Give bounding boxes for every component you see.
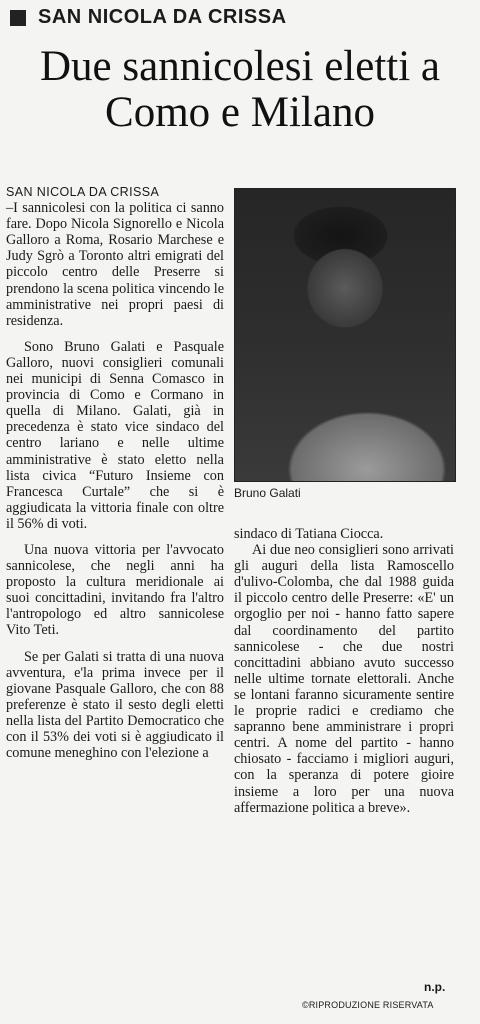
article-paragraph: Se per Galati si tratta di una nuova avventura, e'la prima invece per il giovane Pasquale Galloro, che con 88 preferenze è stato il sesto degli eletti nella lista del Partito Democratico che con il 53% dei voti si è aggiudicato il comune meneghino con l'elezione a [6, 648, 224, 762]
article-paragraph: sindaco di Tatiana Ciocca. [234, 526, 384, 542]
article-paragraph: –I sannicolesi con la politica ci sanno fare. Dopo Nicola Signorello e Nicola Galloro a Roma, Rosario Marchese e Judy Sgrò a Toronto altri emigrati del piccolo centro delle Preserre si prendono la scena politica vincendo le amministrative nei propri paesi di residenza. [6, 200, 224, 329]
copyright-notice: ©RIPRODUZIONE RISERVATA [302, 1000, 434, 1010]
headline: Due sannicolesi eletti a Como e Milano [40, 43, 440, 136]
kicker-text: SAN NICOLA DA CRISSA [38, 6, 287, 28]
photo-caption: Bruno Galati [234, 486, 301, 500]
article-paragraph: Una nuova vittoria per l'avvocato sannicolese, che negli anni ha proposto la cultura meridionale ai suoi concittadini, invitando fra l'altro l'antropologo ed altro sannicolese Vito Teti. [6, 541, 224, 639]
article-column-2 [234, 526, 454, 816]
dateline: SAN NICOLA DA CRISSA [6, 185, 160, 199]
kicker-square-icon [10, 10, 26, 26]
article-column-1 [6, 184, 224, 761]
author-signature: n.p. [424, 980, 446, 994]
portrait-photo [234, 188, 456, 482]
article-paragraph: Ai due neo consiglieri sono arrivati gli auguri della lista Ramoscello d'ulivo-Colomba, che dal 1988 guida il piccolo centro delle Preserre: «E' un orgoglio per noi - hanno fatto sapere dal coordinamento del partito sannicolese - che due nostri concittadini abbiano avuto successo nelle ultime tornate elettorali. Anche se lontani faranno sicuramente sentire le proprie radici e crediamo che sapranno bene amministrare i propri centri. A nome del partito - hanno chiosato - facciamo i migliori auguri, con la speranza di potere gioire insieme a loro per una nuova affermazione politica a breve». [234, 542, 454, 816]
section-kicker [10, 6, 287, 29]
article-paragraph: Sono Bruno Galati e Pasquale Galloro, nuovi consiglieri comunali nei municipi di Senna Comasco in provincia di Como e Cormano in quella di Milano. Galati, già in precedenza è stato vice sindaco del centro lariano e nelle ultime amministrative è stato eletto nella lista civica “Futuro Insieme con Francesca Curtale” che si è aggiudicata la vittoria finale con oltre il 56% di voti. [6, 338, 224, 532]
